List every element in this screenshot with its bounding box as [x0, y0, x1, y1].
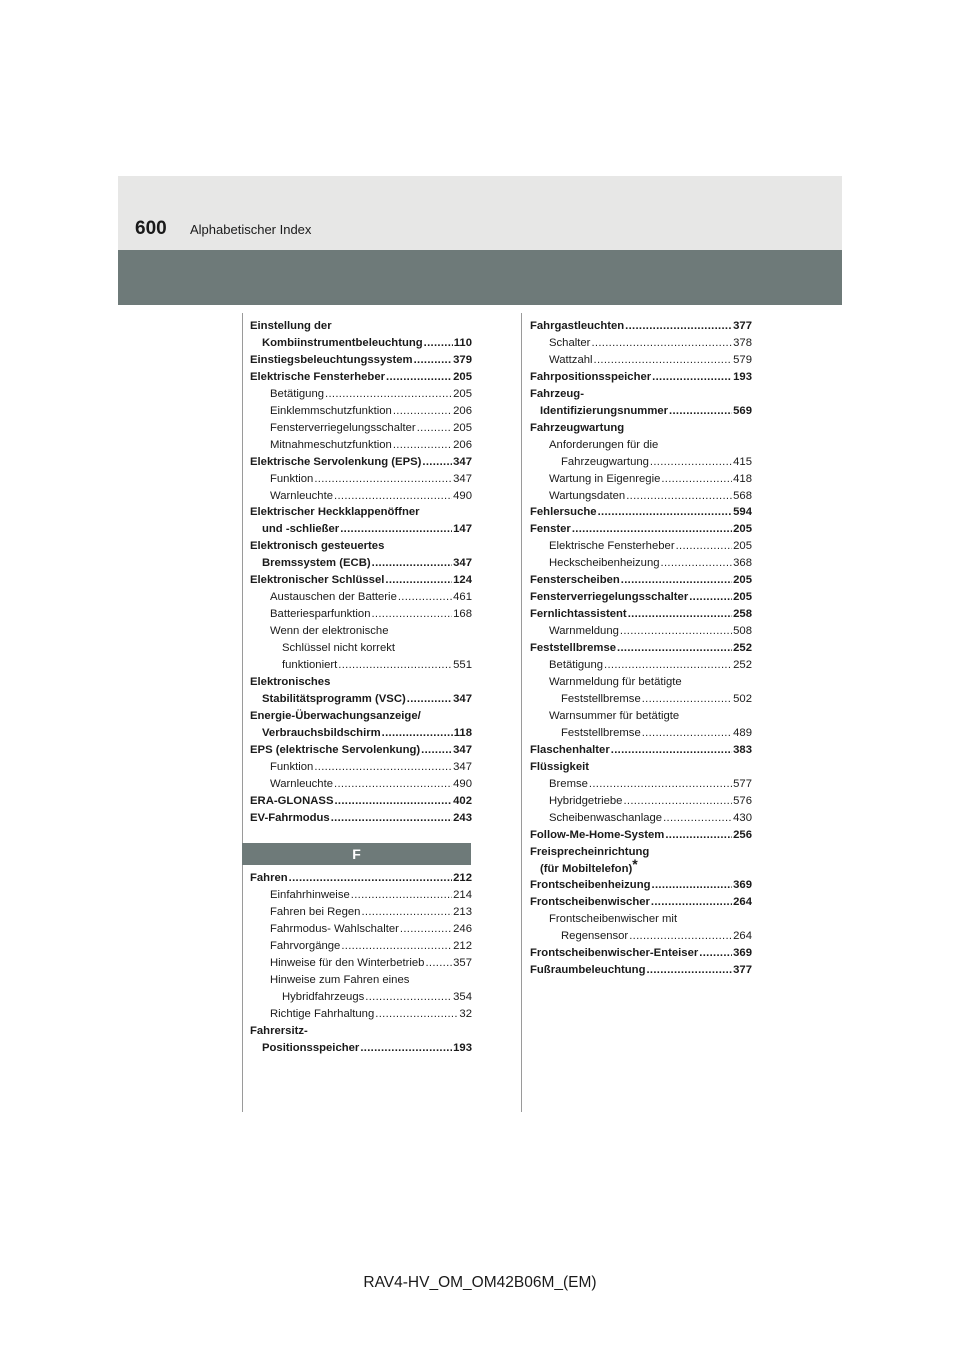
- index-entry: [530, 420, 752, 437]
- index-entry: [250, 759, 472, 776]
- index-entry-text: Scheibenwaschanlage: [549, 811, 663, 824]
- index-entry: [250, 369, 472, 386]
- index-entry-page: 264: [733, 930, 752, 943]
- index-entry-text: Frontscheibenwischer-Enteiser: [530, 947, 699, 960]
- index-entry-page: 569: [733, 404, 752, 417]
- index-entry: [530, 386, 752, 403]
- index-entry: [530, 640, 752, 657]
- index-entry-page: 377: [733, 964, 752, 977]
- index-entry-text: Mitnahmeschutzfunktion: [270, 438, 392, 451]
- index-entry-page: 490: [453, 777, 472, 790]
- index-entry-page: 168: [453, 608, 472, 621]
- index-entry-page: 347: [453, 455, 472, 468]
- index-entry-page: 508: [733, 625, 752, 638]
- dot-leader: [650, 454, 732, 471]
- index-entry-text: Warnmeldung für betätigte: [549, 676, 682, 689]
- index-entry: [250, 904, 472, 921]
- index-entry: [250, 606, 472, 623]
- index-entry: [250, 403, 472, 420]
- dot-leader: [623, 793, 732, 810]
- index-entry: [250, 870, 472, 887]
- index-entry-page: 461: [453, 591, 472, 604]
- index-entry-page: 110: [453, 336, 472, 349]
- index-entry-page: 383: [733, 743, 752, 756]
- index-entry-text: Stabilitätsprogramm (VSC): [262, 692, 406, 705]
- index-entry: [250, 725, 472, 742]
- index-entry: [530, 691, 752, 708]
- index-entry-text: Einklemmschutzfunktion: [270, 404, 392, 417]
- index-entry-text: Follow-Me-Home-System: [530, 828, 665, 841]
- index-entry-page: 205: [733, 523, 752, 536]
- index-entry-text: Hinweise zum Fahren eines: [270, 973, 410, 986]
- index-entry-text: Fahren bei Regen: [270, 905, 361, 918]
- dot-leader: [372, 555, 453, 572]
- index-entry: [530, 708, 752, 725]
- index-entry-text: Frontscheibenwischer: [530, 896, 650, 909]
- dot-leader: [334, 793, 452, 810]
- index-entry-text: Warnleuchte: [270, 777, 333, 790]
- index-entry-text: Schlüssel nicht korrekt: [282, 642, 396, 655]
- dot-leader: [334, 488, 452, 505]
- dot-leader: [425, 955, 452, 972]
- index-entry-text: Wenn der elektronische: [270, 625, 389, 638]
- index-entry: [530, 555, 752, 572]
- dot-leader: [617, 640, 732, 657]
- index-entry-page: 347: [453, 743, 472, 756]
- section-title: Alphabetischer Index: [190, 222, 312, 237]
- index-entry-text: Warnsummer für betätigte: [549, 709, 680, 722]
- index-entry-text: Elektrische Fensterheber: [549, 540, 675, 553]
- index-entry: [530, 335, 752, 352]
- dot-leader: [365, 989, 452, 1006]
- index-entry-text: Elektrische Fensterheber: [250, 370, 385, 383]
- index-entry: [530, 623, 752, 640]
- index-entry: [250, 335, 472, 352]
- index-entry-page: 193: [733, 370, 752, 383]
- index-entry: [530, 521, 752, 538]
- index-entry-text: Fahrersitz-: [250, 1024, 308, 1037]
- dot-leader: [620, 623, 732, 640]
- dot-leader: [340, 521, 452, 538]
- dot-leader: [661, 471, 732, 488]
- index-entry-text: Fehlersuche: [530, 506, 597, 519]
- index-entry: [530, 894, 752, 911]
- dot-leader: [589, 776, 732, 793]
- index-entry-text: Fahrzeugwartung: [561, 455, 649, 468]
- dot-leader: [626, 488, 732, 505]
- index-entry: [250, 776, 472, 793]
- index-entry-text: Schalter: [549, 336, 591, 349]
- index-entry: [530, 855, 752, 878]
- dot-leader: [689, 589, 732, 606]
- dot-leader: [400, 921, 452, 938]
- index-entry-text: Richtige Fahrhaltung: [270, 1007, 375, 1020]
- index-entry-text: Wattzahl: [549, 353, 593, 366]
- dot-leader: [375, 1006, 458, 1023]
- index-entry-text: Verbrauchsbildschirm: [262, 726, 381, 739]
- index-entry-text: Kombiinstrumentbeleuchtung: [262, 336, 423, 349]
- index-entry-text: (für Mobiltelefon)*: [540, 855, 638, 875]
- index-entry-page: 369: [733, 879, 752, 892]
- index-entry: [250, 572, 472, 589]
- index-entry: [250, 1023, 472, 1040]
- dot-leader: [289, 870, 452, 887]
- index-entry: [250, 318, 472, 335]
- index-entry: [530, 674, 752, 691]
- index-entry-text: Einstellung der: [250, 320, 332, 332]
- index-entry-text: Fensterverriegelungsschalter: [270, 421, 416, 434]
- index-entry-page: 212: [453, 939, 472, 952]
- index-entry-page: 212: [453, 872, 472, 884]
- index-entry-text: Heckscheibenheizung: [549, 557, 660, 570]
- index-entry-text: Positionsspeicher: [262, 1041, 360, 1054]
- dot-leader: [661, 555, 733, 572]
- index-entry-page: 415: [733, 455, 752, 468]
- index-entry-page: 577: [733, 777, 752, 790]
- dot-leader: [314, 759, 452, 776]
- index-entry-text: Flüssigkeit: [530, 760, 590, 773]
- index-entry: [250, 1006, 472, 1023]
- index-column-2: [530, 318, 752, 979]
- dot-leader: [331, 810, 452, 827]
- index-entry: [250, 488, 472, 505]
- index-entry-text: Hinweise für den Winterbetrieb: [270, 956, 425, 969]
- index-entry: [250, 454, 472, 471]
- index-entry-page: 502: [733, 692, 752, 705]
- dot-leader: [629, 928, 732, 945]
- index-entry-text: Fahrpositionsspeicher: [530, 370, 652, 383]
- index-entry-text: Frontscheibenheizung: [530, 879, 651, 892]
- dot-leader: [371, 606, 452, 623]
- index-entry-page: 205: [453, 370, 472, 383]
- dot-leader: [407, 691, 452, 708]
- index-entry: [530, 318, 752, 335]
- index-entry-text: Betätigung: [549, 659, 604, 672]
- dot-leader: [417, 420, 452, 437]
- dot-leader: [360, 1040, 452, 1057]
- index-entry: [530, 454, 752, 471]
- index-entry-text: Fahrvorgänge: [270, 939, 341, 952]
- index-entry-text: Bremse: [549, 777, 588, 790]
- index-entry-page: 357: [453, 956, 472, 969]
- header-band: [118, 176, 842, 250]
- index-entry-text: Wartung in Eigenregie: [549, 472, 661, 485]
- index-entry: [530, 437, 752, 454]
- index-entry-page: 347: [453, 760, 472, 773]
- index-entry-text: Warnleuchte: [270, 489, 333, 502]
- dot-leader: [421, 742, 452, 759]
- index-entry: [250, 420, 472, 437]
- dot-leader: [338, 657, 452, 674]
- header-dark-band: [118, 250, 842, 305]
- index-entry: [250, 657, 472, 674]
- dot-leader: [699, 945, 732, 962]
- index-entry: [250, 1040, 472, 1057]
- dot-leader: [642, 725, 732, 742]
- page-number: 600: [135, 218, 167, 239]
- index-entry: [530, 606, 752, 623]
- index-entry: [530, 827, 752, 844]
- index-entry-text: Fahrzeug-: [530, 387, 584, 400]
- index-entry-text: Energie-Überwachungsanzeige/: [250, 709, 421, 722]
- index-entry-text: Fußraumbeleuchtung: [530, 964, 646, 977]
- index-entry: [530, 504, 752, 521]
- index-entry-page: 594: [733, 506, 752, 519]
- dot-leader: [325, 386, 452, 403]
- footer-doc-code: RAV4-HV_OM_OM42B06M_(EM): [363, 1274, 597, 1291]
- dot-leader: [651, 894, 732, 911]
- index-entry: [250, 555, 472, 572]
- index-entry-page: 206: [453, 438, 472, 451]
- index-entry-text: Hybridfahrzeugs: [282, 990, 365, 1003]
- index-entry-page: 147: [453, 523, 472, 536]
- index-entry-page: 205: [733, 574, 752, 587]
- index-entry-page: 205: [453, 387, 472, 400]
- dot-leader: [351, 887, 452, 904]
- index-entry: [250, 521, 472, 538]
- index-entry: [250, 972, 472, 989]
- index-entry-text: Fenster: [530, 523, 571, 536]
- index-entry-text: Feststellbremse: [561, 692, 641, 705]
- index-entry-page: 347: [453, 472, 472, 485]
- index-entry-text: Fernlichtassistent: [530, 608, 627, 621]
- dot-leader: [334, 776, 452, 793]
- dot-leader: [646, 962, 732, 979]
- index-entry-page: 368: [733, 557, 752, 570]
- index-entry-page: 252: [733, 659, 752, 672]
- dot-leader: [393, 437, 452, 454]
- index-entry-page: 205: [733, 591, 752, 604]
- index-entry-text: Funktion: [270, 760, 314, 773]
- dot-leader: [594, 352, 733, 369]
- index-entry-page: 347: [453, 692, 472, 705]
- dot-leader: [414, 352, 453, 369]
- index-entry: [530, 776, 752, 793]
- index-entry: [250, 887, 472, 904]
- index-entry-text: und -schließer: [262, 523, 340, 536]
- index-entry-page: 118: [453, 726, 472, 739]
- index-entry: [250, 989, 472, 1006]
- index-entry-page: 205: [453, 421, 472, 434]
- index-entry: [530, 844, 752, 861]
- index-entry: [250, 674, 472, 691]
- index-entry-text: Elektronischer Schlüssel: [250, 574, 385, 587]
- dot-leader: [676, 538, 733, 555]
- index-entry: [250, 352, 472, 369]
- dot-leader: [361, 904, 452, 921]
- index-entry: [530, 945, 752, 962]
- dot-leader: [341, 938, 452, 955]
- index-entry: [530, 911, 752, 928]
- index-entry-text: Identifizierungsnummer: [540, 404, 669, 417]
- index-entry-page: 264: [733, 896, 752, 909]
- dot-leader: [385, 572, 452, 589]
- index-entry-text: Bremssystem (ECB): [262, 557, 371, 570]
- index-entry-text: Warnmeldung: [549, 625, 619, 638]
- index-column-1-lower: [250, 870, 472, 1056]
- index-entry-page: 490: [453, 489, 472, 502]
- index-entry-page: 252: [733, 642, 752, 655]
- index-entry: [530, 538, 752, 555]
- index-entry: [530, 488, 752, 505]
- dot-leader: [628, 606, 732, 623]
- index-entry-page: 402: [453, 794, 472, 807]
- index-entry-page: 430: [733, 811, 752, 824]
- index-entry-text: EV-Fahrmodus: [250, 811, 330, 824]
- index-entry-page: 243: [453, 811, 472, 824]
- index-entry-text: Frontscheibenwischer mit: [549, 913, 678, 926]
- index-entry: [530, 759, 752, 776]
- index-entry: [530, 589, 752, 606]
- index-entry: [530, 369, 752, 386]
- index-entry-page: 256: [733, 828, 752, 841]
- index-entry-text: Feststellbremse: [561, 726, 641, 739]
- index-entry: [530, 793, 752, 810]
- dot-leader: [621, 572, 732, 589]
- index-entry-text: Elektronisches: [250, 676, 331, 689]
- index-entry: [530, 877, 752, 894]
- index-entry-text: Flaschenhalter: [530, 743, 610, 756]
- index-entry: [530, 742, 752, 759]
- letter-heading-f: F: [242, 843, 471, 865]
- index-entry-page: 568: [733, 489, 752, 502]
- index-entry: [530, 725, 752, 742]
- dot-leader: [422, 454, 452, 471]
- index-entry: [250, 938, 472, 955]
- index-entry-text: ERA-GLONASS: [250, 794, 334, 807]
- index-entry: [530, 403, 752, 420]
- index-entry-text: Fensterverriegelungsschalter: [530, 591, 689, 604]
- index-entry: [250, 708, 472, 725]
- index-entry-text: Einfahrhinweise: [270, 888, 350, 901]
- dot-leader: [663, 810, 732, 827]
- index-entry-page: 579: [733, 353, 752, 366]
- index-entry: [250, 589, 472, 606]
- index-entry-page: 124: [453, 574, 472, 587]
- index-entry-page: 354: [453, 990, 472, 1003]
- dot-leader: [625, 318, 732, 335]
- index-entry-page: 576: [733, 794, 752, 807]
- index-entry-page: 214: [453, 888, 472, 901]
- index-entry-page: 246: [453, 922, 472, 935]
- index-entry-text: Betätigung: [270, 387, 325, 400]
- index-entry-text: funktioniert: [282, 659, 338, 672]
- index-entry-text: Fahrzeugwartung: [530, 421, 625, 434]
- index-entry-page: 369: [733, 947, 752, 960]
- index-entry-text: Fahrmodus- Wahlschalter: [270, 922, 399, 935]
- index-entry-page: 418: [733, 472, 752, 485]
- dot-leader: [611, 742, 732, 759]
- dot-leader: [652, 369, 732, 386]
- index-entry: [530, 352, 752, 369]
- index-entry-text: Wartungsdaten: [549, 489, 626, 502]
- dot-leader: [572, 521, 732, 538]
- dot-leader: [642, 691, 732, 708]
- index-entry: [530, 471, 752, 488]
- index-entry-page: 551: [453, 659, 472, 672]
- index-entry-text: Austauschen der Batterie: [270, 591, 397, 604]
- dot-leader: [669, 403, 732, 420]
- index-entry-page: 379: [453, 353, 472, 366]
- index-entry: [250, 955, 472, 972]
- index-entry-text: Batteriesparfunktion: [270, 608, 371, 621]
- index-entry: [250, 386, 472, 403]
- dot-leader: [598, 504, 733, 521]
- index-entry-text: Freisprecheinrichtung: [530, 845, 650, 858]
- index-entry-text: Fensterscheiben: [530, 574, 620, 587]
- index-entry: [250, 437, 472, 454]
- dot-leader: [314, 471, 452, 488]
- index-entry-page: 347: [453, 557, 472, 570]
- index-entry-page: 32: [459, 1007, 472, 1020]
- dot-leader: [652, 877, 733, 894]
- index-entry-page: 258: [733, 608, 752, 621]
- index-entry: [250, 640, 472, 657]
- index-entry-text: Anforderungen für die: [549, 438, 659, 451]
- index-entry-text: Elektrische Servolenkung (EPS): [250, 455, 422, 468]
- index-entry: [530, 928, 752, 945]
- dot-leader: [604, 657, 732, 674]
- index-entry-text: EPS (elektrische Servolenkung): [250, 743, 421, 756]
- index-entry: [530, 810, 752, 827]
- dot-leader: [665, 827, 732, 844]
- index-entry: [250, 471, 472, 488]
- dot-leader: [382, 725, 453, 742]
- index-entry-text: Funktion: [270, 472, 314, 485]
- dot-leader: [393, 403, 452, 420]
- index-entry: [250, 810, 472, 827]
- index-entry-page: 213: [453, 905, 472, 918]
- index-entry: [250, 691, 472, 708]
- index-entry: [250, 921, 472, 938]
- index-entry-text: Fahrgastleuchten: [530, 320, 625, 332]
- index-entry: [530, 572, 752, 589]
- index-column-1: [250, 318, 472, 827]
- dot-leader: [591, 335, 732, 352]
- index-entry-text: Feststellbremse: [530, 642, 617, 655]
- index-entry: [250, 742, 472, 759]
- dot-leader: [424, 335, 453, 352]
- index-entry: [530, 657, 752, 674]
- index-entry-page: 193: [453, 1041, 472, 1054]
- index-entry-text: Hybridgetriebe: [549, 794, 623, 807]
- dot-leader: [386, 369, 452, 386]
- index-entry-text: Elektronisch gesteuertes: [250, 540, 385, 553]
- index-entry-page: 378: [733, 336, 752, 349]
- index-entry-page: 206: [453, 404, 472, 417]
- index-entry-page: 489: [733, 726, 752, 739]
- index-entry-page: 377: [733, 320, 752, 332]
- index-entry-text: Fahren: [250, 872, 288, 884]
- index-entry-page: 205: [733, 540, 752, 553]
- column-divider-middle: [521, 313, 522, 1112]
- index-entry: [250, 793, 472, 810]
- index-entry-text: Regensensor: [561, 930, 629, 943]
- index-entry-text: Elektrischer Heckklappenöffner: [250, 506, 420, 519]
- index-entry-text: Einstiegsbeleuchtungssystem: [250, 353, 413, 366]
- index-entry: [530, 962, 752, 979]
- column-divider-left: [242, 313, 243, 1112]
- index-entry: [250, 623, 472, 640]
- index-entry: [250, 538, 472, 555]
- dot-leader: [398, 589, 452, 606]
- index-entry: [250, 504, 472, 521]
